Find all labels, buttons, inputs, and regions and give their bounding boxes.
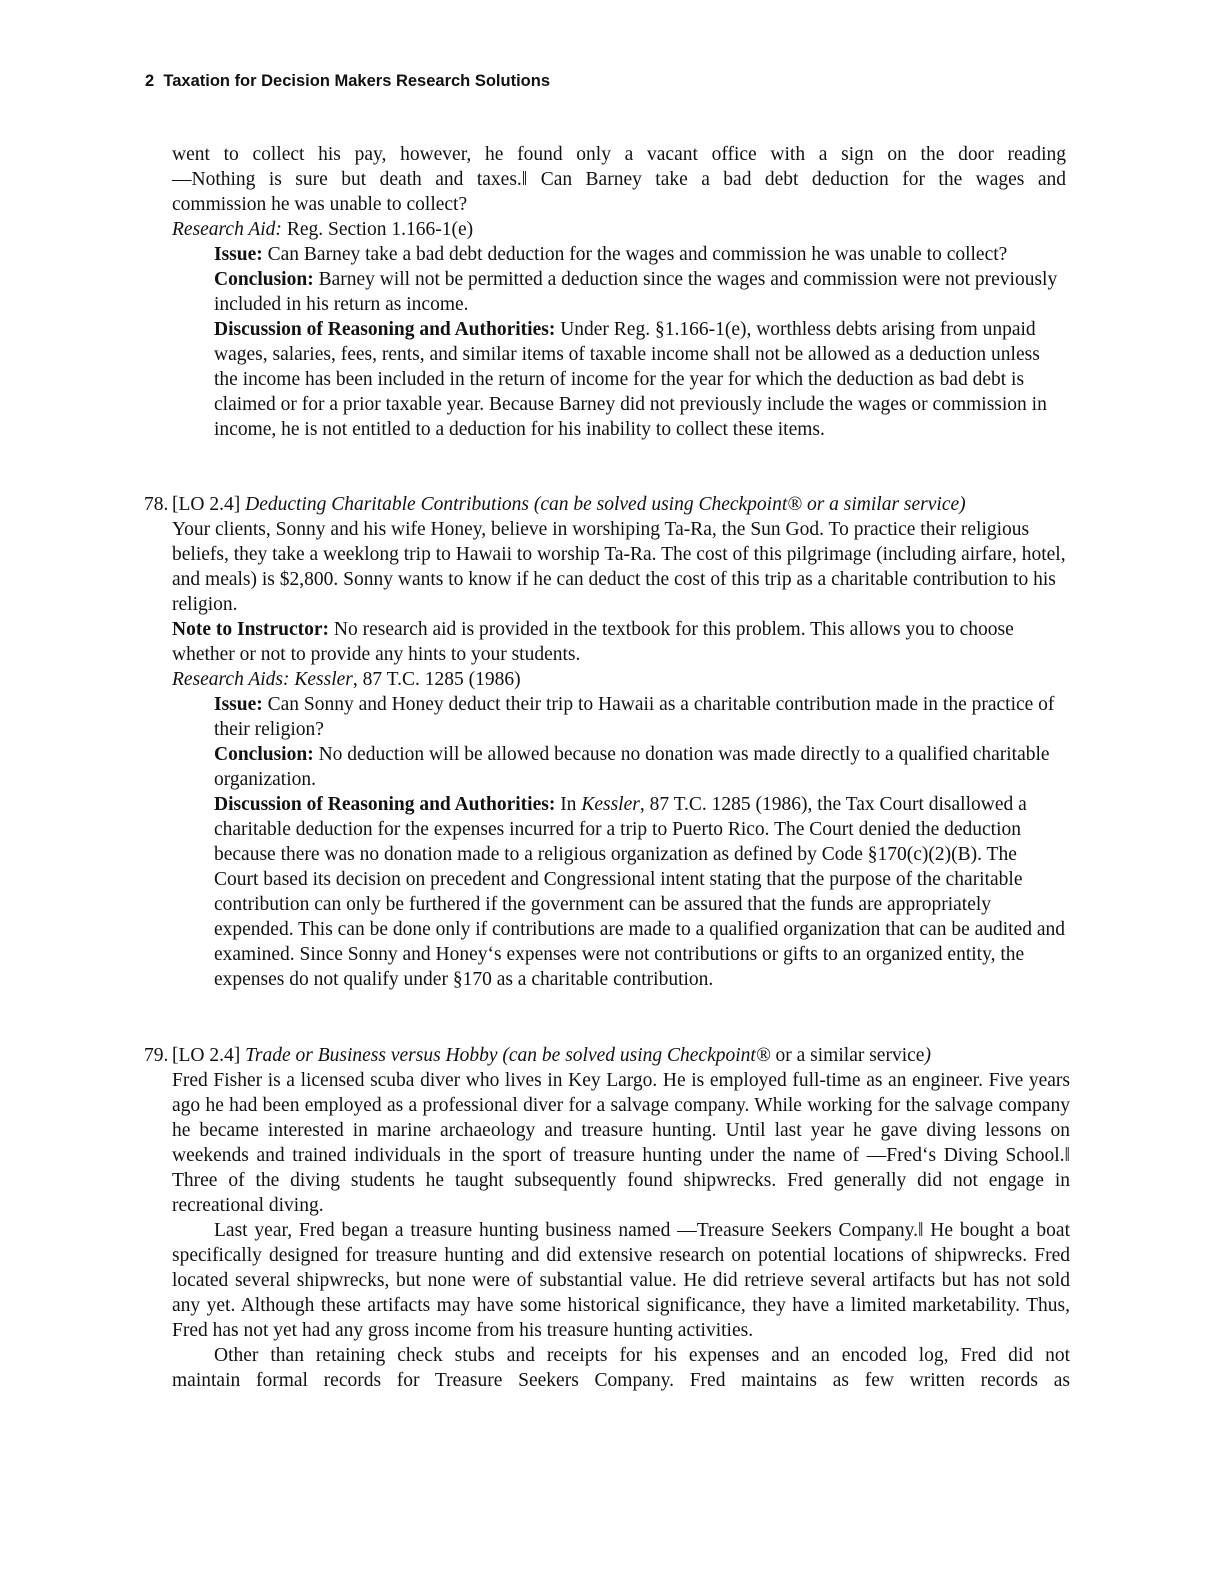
problem-78-conclusion: Conclusion: No deduction will be allowed because no donation was made directly to a qualified charitable organization. [214,744,1050,790]
problem-77-discussion: Discussion of Reasoning and Authorities: Under Reg. §1.166-1(e), worthless debts arising from unpaid wages, salaries, fees, rents, and similar items of taxable income shall not be allowed as a deduction unless the income has been included in the return of income for the year for which the deduction as bad debt is claimed or for a prior taxable year. Because Barney did not previously include the wages or commission in income, he is not entitled to a deduction for his inability to collect these items. [214,319,1047,440]
problem-77-line-2: —Nothing is sure but death and taxes.‖ Can Barney take a bad debt deduction for the wages and [172,169,1066,190]
problem-77-continuation [172,142,1066,242]
issue-label: Issue: [214,244,263,265]
problem-78-body: Your clients, Sonny and his wife Honey, believe in worshiping Ta-Ra, the Sun God. To practice their religious beliefs, they take a weeklong trip to Hawaii to worship Ta-Ra. The cost of this pilgrimage (including airfare, hotel, and meals) is $2,800. Sonny wants to know if he can deduct the cost of this trip as a charitable contribution to his religion. [172,519,1066,615]
header-title: Taxation for Decision Makers Research Solutions [163,72,550,90]
problem-77-research-aid: Research Aid: Reg. Section 1.166-1(e) [172,219,474,240]
problem-78-number: 78. [144,494,169,515]
problem-79 [172,1043,1070,1393]
problem-78-title: [LO 2.4] Deducting Charitable Contributions (can be solved using Checkpoint® or a similar service) [172,494,966,515]
problem-77-line-3: commission he was unable to collect? [172,194,468,215]
problem-78-answer [214,692,1066,992]
problem-77-line-1: went to collect his pay, however, he found only a vacant office with a sign on the door reading [172,144,1066,165]
problem-79-number: 79. [144,1045,169,1066]
problem-78-issue: Issue: Can Sonny and Honey deduct their trip to Hawaii as a charitable contribution made in the practice of their religion? [214,694,1055,740]
research-aid-label: Research Aid: [172,219,282,240]
conclusion-label: Conclusion: [214,269,314,290]
problem-79-paragraph-3-line-1: Other than retaining check stubs and receipts for his expenses and an encoded log, Fred did not [214,1345,1070,1366]
problem-78-note: Note to Instructor: No research aid is provided in the textbook for this problem. This allows you to choose whether or not to provide any hints to your students. [172,619,1014,665]
running-header [145,72,550,91]
problem-78-discussion: Discussion of Reasoning and Authorities: In Kessler, 87 T.C. 1285 (1986), the Tax Court disallowed a charitable deduction for the expenses incurred for a trip to Puerto Rico. The Court denied the deduction because there was no donation made to a religious organization as defined by Code §170(c)(2)(B). The Court based its decision on precedent and Congressional intent stating that the purpose of the charitable contribution can only be furthered if the government can be assured that the funds are appropriately expended. This can be done only if contributions are made to a qualified organization that can be audited and examined. Since Sonny and Honey‘s expenses were not contributions or gifts to an organized entity, the expenses do not qualify under §170 as a charitable contribution. [214,794,1066,990]
problem-79-paragraph-2: Last year, Fred began a treasure hunting business named —Treasure Seekers Company.‖ He bought a boat specifically designed for treasure hunting and did extensive research on potential locations of shipwrecks. Fred located several shipwrecks, but none were of substantial value. He did retrieve several artifacts but has not sold any yet. Although these artifacts may have some historical significance, they have a limited marketability. Thus, Fred has not yet had any gross income from his treasure hunting activities. [172,1220,1070,1341]
note-label: Note to Instructor: [172,619,330,640]
problem-77-issue: Issue: Can Barney take a bad debt deduction for the wages and commission he was unable to collect? Conclusion: Barney will not be permitted a deduction since the wages and commission were not previously included in his return as income. [214,244,1058,315]
problem-79-paragraph-3-line-2: maintain formal records for Treasure Seekers Company. Fred maintains as few written records as [172,1370,1070,1391]
page-number: 2 [145,72,155,90]
discussion-label: Discussion of Reasoning and Authorities: [214,319,556,340]
problem-78 [172,492,1066,692]
problem-77-answer [214,242,1066,442]
problem-79-title: [LO 2.4] Trade or Business versus Hobby (can be solved using Checkpoint® or a similar service) [172,1045,931,1066]
problem-79-paragraph-1: Fred Fisher is a licensed scuba diver who lives in Key Largo. He is employed full-time as an engineer. Five years ago he had been employed as a professional diver for a salvage company. While working for the salvage company he became interested in marine archaeology and treasure hunting. Until last year he gave diving lessons on weekends and trained individuals in the sport of treasure hunting under the name of —Fred‘s Diving School.‖ Three of the diving students he taught subsequently found shipwrecks. Fred generally did not engage in recreational diving. [172,1070,1070,1216]
problem-78-research-aids: Research Aids: Kessler, 87 T.C. 1285 (1986) [172,669,521,690]
